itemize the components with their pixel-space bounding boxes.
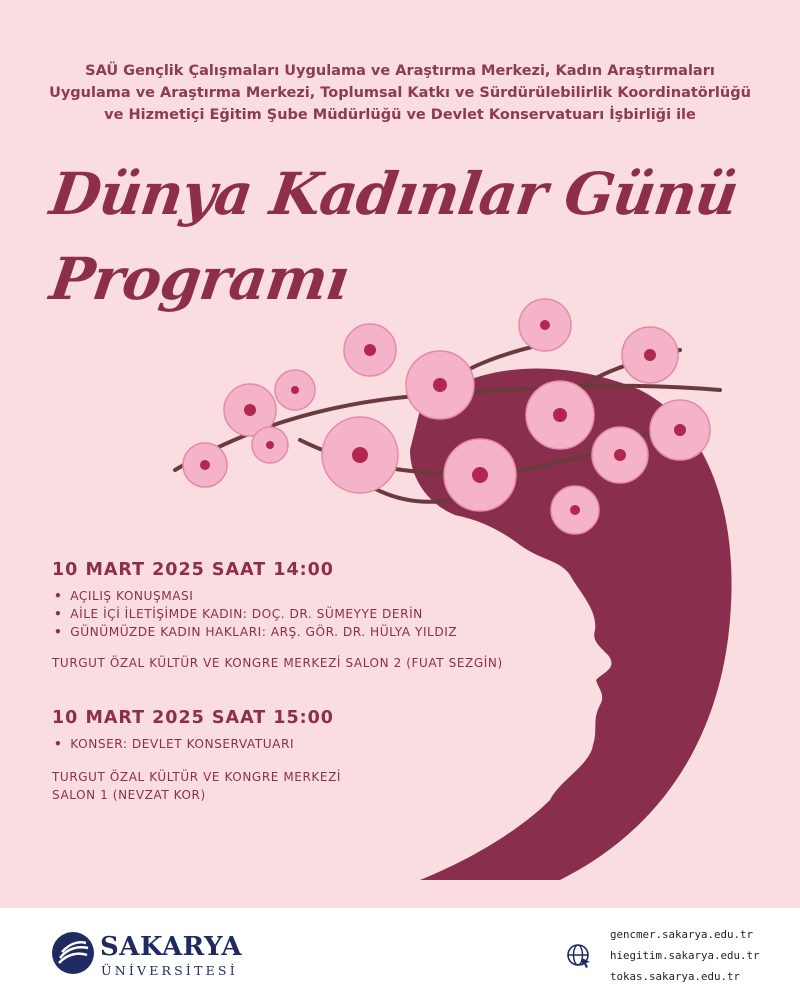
session-2-item: • KONSER: DEVLET KONSERVATUARI	[52, 735, 334, 753]
header-line-1: SAÜ Gençlik Çalışmaları Uygulama ve Araştırma Merkezi, Kadın Araştırmaları	[85, 63, 715, 79]
session-2-items	[52, 735, 334, 753]
logo-name: SAKARYA	[100, 932, 243, 962]
session-2-venue-line-2: SALON 1 (NEVZAT KOR)	[52, 788, 206, 802]
globe-cursor-icon	[566, 943, 592, 969]
session-1-items	[52, 587, 457, 641]
footer	[0, 908, 800, 1000]
website-link[interactable]: hiegitim.sakarya.edu.tr	[610, 949, 760, 962]
session-2-venue	[52, 768, 341, 804]
website-links	[610, 924, 760, 987]
session-1-venue: TURGUT ÖZAL KÜLTÜR VE KONGRE MERKEZİ SALON 2 (FUAT SEZGİN)	[52, 656, 503, 670]
event-title-line-1: Dünya Kadınlar Günü	[46, 160, 742, 228]
sakarya-logo-icon	[50, 930, 96, 976]
session-2-venue-line-1: TURGUT ÖZAL KÜLTÜR VE KONGRE MERKEZİ	[52, 770, 342, 784]
header-line-3: ve Hizmetiçi Eğitim Şube Müdürlüğü ve Devlet Konservatuarı İşbirliği ile	[104, 107, 696, 123]
session-2-date: 10 MART 2025 SAAT 15:00	[52, 708, 334, 728]
header-line-2: Uygulama ve Araştırma Merkezi, Toplumsal Katkı ve Sürdürülebilirlik Koordinatörlüğü	[49, 85, 751, 101]
session-1-item: • AÇILIŞ KONUŞMASI	[52, 587, 457, 605]
website-link[interactable]: tokas.sakarya.edu.tr	[610, 970, 741, 983]
session-2	[52, 708, 334, 753]
session-1-item: • AİLE İÇİ İLETİŞİMDE KADIN: DOÇ. DR. SÜMEYYE DERİN	[52, 605, 457, 623]
website-link[interactable]: gencmer.sakarya.edu.tr	[610, 928, 754, 941]
organizer-header	[40, 60, 760, 126]
logo-subtitle: ÜNİVERSİTESİ	[101, 963, 238, 978]
session-1-item: • GÜNÜMÜZDE KADIN HAKLARI: ARŞ. GÖR. DR. HÜLYA YILDIZ	[52, 623, 457, 641]
session-1	[52, 560, 457, 641]
session-1-date: 10 MART 2025 SAAT 14:00	[52, 560, 334, 580]
event-title-line-2: Programı	[46, 245, 353, 313]
